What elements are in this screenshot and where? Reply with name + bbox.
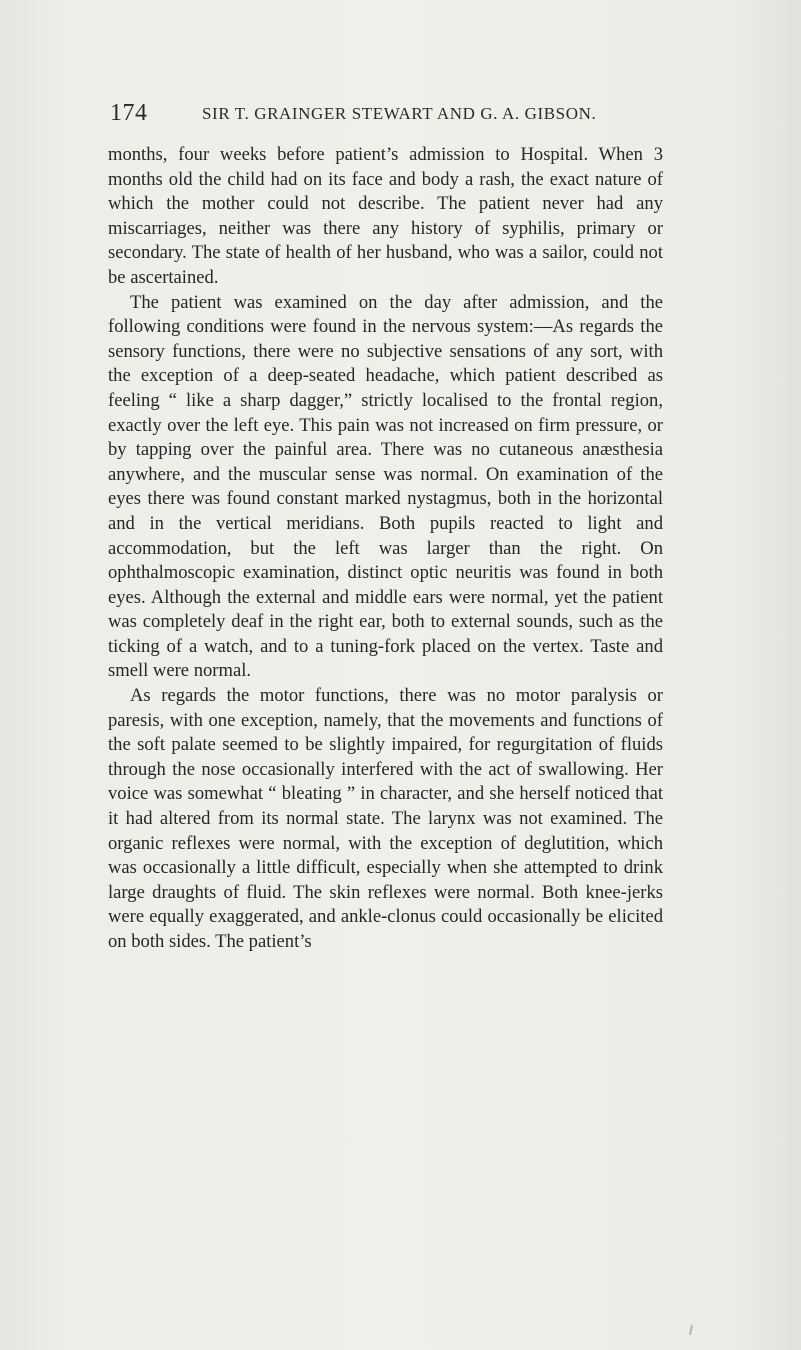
- stray-ink-mark: [689, 1325, 693, 1335]
- paragraph-motor-functions: As regards the motor functions, there was no motor paralysis or paresis, with one exception, namely, that the movements and functions of the soft palate seemed to be slightly impaired, for regurgitation of fluids through the nose occasionally interfered with the act of swallowing. Her voice was somewhat “ bleating ” in character, and she herself noticed that it had altered from its normal state. The larynx was not examined. The organic reflexes were normal, with the exception of deglutition, which was occasionally a little difficult, especially when she attempted to drink large draughts of fluid. The skin reflexes were normal. Both knee-jerks were equally exaggerated, and ankle-clonus could occasionally be elicited on both sides. The patient’s: [108, 685, 663, 952]
- paragraph-sensory-functions: The patient was examined on the day after admission, and the following conditions were found in the nervous system:—As regards the sensory functions, there were no subjective sensations of any sort, with the exception of a deep-seated headache, which patient described as feeling “ like a sharp dagger,” strictly localised to the frontal region, exactly over the left eye. This pain was not increased on firm pressure, or by tapping over the painful area. There was no cutaneous anæsthesia anywhere, and the muscular sense was normal. On examination of the eyes there was found constant marked nystagmus, both in the horizontal and in the vertical meridians. Both pupils reacted to light and accommodation, but the left was larger than the right. On ophthalmoscopic examination, distinct optic neuritis was found in both eyes. Although the external and middle ears were normal, yet the patient was completely deaf in the right ear, both to external sounds, such as the ticking of a watch, and to a tuning-fork placed on the vertex. Taste and smell were normal.: [108, 291, 663, 682]
- body-text: [108, 143, 663, 955]
- paragraph-history: months, four weeks before patient’s admission to Hospital. When 3 months old the child had on its face and body a rash, the exact nature of which the mother could not describe. The patient never had any miscarriages, neither was there any history of syphilis, primary or secondary. The state of health of her husband, who was a sailor, could not be ascertained.: [108, 144, 663, 288]
- running-head: [110, 100, 710, 130]
- running-title: SIR T. GRAINGER STEWART AND G. A. GIBSON.: [202, 104, 597, 123]
- page-number: 174: [110, 100, 148, 126]
